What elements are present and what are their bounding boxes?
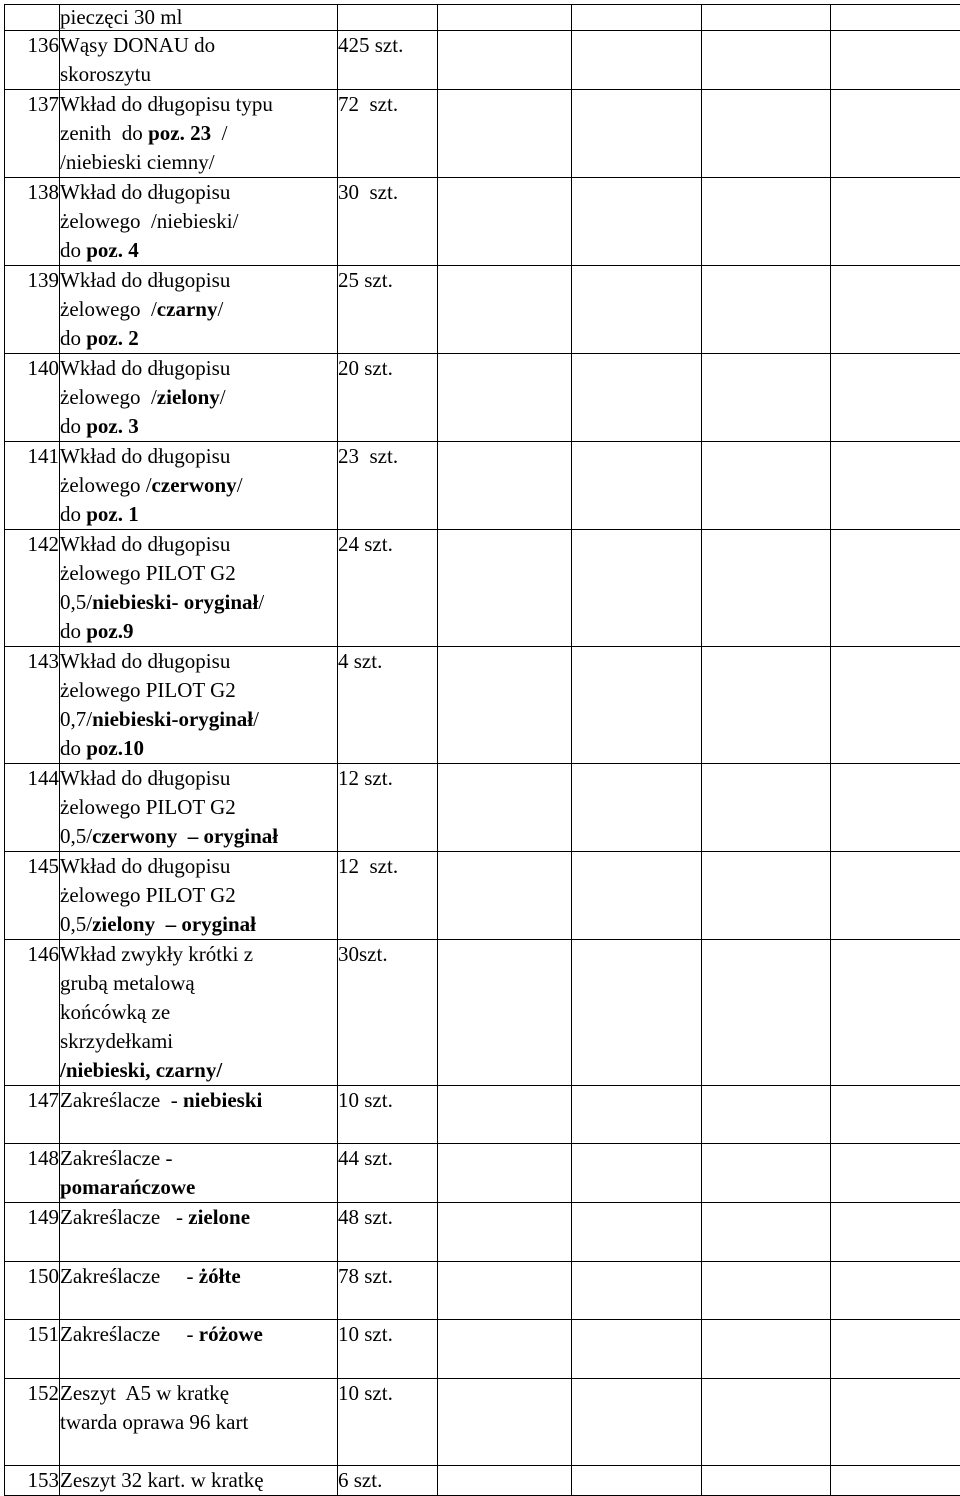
cell-quantity: 10 szt. <box>338 1379 438 1466</box>
cell-name <box>60 1466 338 1496</box>
name-segment: żelowego PILOT G2 <box>60 678 236 702</box>
cell-number: 146 <box>5 940 60 1086</box>
name-segment: Wkład do długopisu <box>60 444 230 468</box>
name-segment: / <box>217 297 223 321</box>
name-line <box>60 442 337 471</box>
name-segment: zielony <box>157 385 220 409</box>
cell-empty <box>438 31 572 90</box>
name-segment: żelowego /niebieski/ <box>60 209 238 233</box>
table-row <box>5 90 960 178</box>
name-segment: żelowego / <box>60 385 157 409</box>
cell-empty <box>702 647 831 764</box>
name-segment: 0,5/ <box>60 912 92 936</box>
cell-quantity: 24 szt. <box>338 530 438 647</box>
name-line <box>60 998 337 1027</box>
name-segment: Zakreślacze - <box>60 1322 199 1346</box>
name-segment: poz. 2 <box>86 326 139 350</box>
cell-number: 149 <box>5 1203 60 1262</box>
cell-empty <box>438 442 572 530</box>
cell-empty <box>438 1144 572 1203</box>
cell-name <box>60 940 338 1086</box>
cell-number: 143 <box>5 647 60 764</box>
cell-quantity: 30 szt. <box>338 178 438 266</box>
name-segment: do <box>60 414 86 438</box>
name-segment: Wkład do długopisu <box>60 356 230 380</box>
cell-empty <box>572 1320 702 1379</box>
table-row <box>5 442 960 530</box>
top-fragment-text: pieczęci 30 ml <box>60 5 337 30</box>
cell-number: 150 <box>5 1262 60 1320</box>
cell-empty <box>438 1466 572 1496</box>
cell-empty <box>831 530 960 647</box>
cell-quantity: 44 szt. <box>338 1144 438 1203</box>
name-line <box>60 31 337 60</box>
order-table <box>4 4 960 1496</box>
name-segment: Wkład do długopisu <box>60 854 230 878</box>
cell-empty <box>702 1203 831 1262</box>
name-segment: poz. 1 <box>86 502 139 526</box>
name-line <box>60 881 337 910</box>
cell-empty <box>831 90 960 178</box>
name-segment: różowe <box>199 1322 263 1346</box>
table-row <box>5 178 960 266</box>
cell-empty <box>702 1466 831 1496</box>
cell-empty <box>702 90 831 178</box>
table-row <box>5 1203 960 1262</box>
name-line <box>60 617 337 646</box>
cell-name <box>60 5 338 31</box>
name-segment: poz. 4 <box>86 238 139 262</box>
name-segment: Zakreślacze - <box>60 1205 188 1229</box>
name-segment: 0,5/ <box>60 824 92 848</box>
cell-empty <box>702 178 831 266</box>
name-line <box>60 647 337 676</box>
name-line <box>60 178 337 207</box>
name-segment: czerwony – oryginał <box>92 824 278 848</box>
cell-empty <box>572 940 702 1086</box>
cell-name <box>60 31 338 90</box>
table-row <box>5 266 960 354</box>
cell-name <box>60 1203 338 1262</box>
name-line <box>60 500 337 529</box>
name-line <box>60 530 337 559</box>
name-segment: / <box>220 385 226 409</box>
cell-quantity: 6 szt. <box>338 1466 438 1496</box>
table-row <box>5 1466 960 1496</box>
cell-name <box>60 442 338 530</box>
cell-empty <box>438 764 572 852</box>
name-segment: do <box>60 502 86 526</box>
cell-quantity: 20 szt. <box>338 354 438 442</box>
cell-empty <box>831 1086 960 1144</box>
name-line <box>60 354 337 383</box>
cell-name <box>60 530 338 647</box>
cell-empty <box>831 1262 960 1320</box>
name-line <box>60 734 337 763</box>
cell-empty <box>702 5 831 31</box>
cell-empty <box>572 90 702 178</box>
name-line <box>60 1086 337 1115</box>
table-row <box>5 31 960 90</box>
cell-empty <box>572 530 702 647</box>
name-segment: 0,5/ <box>60 590 92 614</box>
name-segment: żelowego / <box>60 297 157 321</box>
name-segment: skrzydełkami <box>60 1029 173 1053</box>
name-segment: Zakreślacze - <box>60 1264 199 1288</box>
cell-quantity: 425 szt. <box>338 31 438 90</box>
cell-quantity: 23 szt. <box>338 442 438 530</box>
name-line <box>60 1262 337 1291</box>
name-segment: / <box>258 590 264 614</box>
cell-quantity: 48 szt. <box>338 1203 438 1262</box>
name-segment: Wkład do długopisu <box>60 532 230 556</box>
name-segment: żelowego PILOT G2 <box>60 795 236 819</box>
cell-empty <box>572 1203 702 1262</box>
name-segment: żółte <box>199 1264 241 1288</box>
cell-empty <box>831 1203 960 1262</box>
name-line <box>60 1379 337 1408</box>
cell-empty <box>438 647 572 764</box>
name-segment: Zeszyt A5 w kratkę <box>60 1381 229 1405</box>
name-segment: poz. 23 <box>148 121 211 145</box>
cell-empty <box>702 852 831 940</box>
cell-quantity: 25 szt. <box>338 266 438 354</box>
cell-number: 139 <box>5 266 60 354</box>
name-line <box>60 383 337 412</box>
name-line <box>60 1056 337 1085</box>
name-segment: do <box>60 238 86 262</box>
name-segment: niebieski-oryginał <box>92 707 253 731</box>
table-row <box>5 1086 960 1144</box>
cell-empty <box>438 5 572 31</box>
cell-empty <box>831 266 960 354</box>
cell-name <box>60 647 338 764</box>
cell-empty <box>572 1144 702 1203</box>
name-line <box>60 1408 337 1437</box>
table-row-top-fragment <box>5 5 960 31</box>
cell-empty <box>572 1466 702 1496</box>
cell-empty <box>572 1086 702 1144</box>
name-segment: Wkład do długopisu typu <box>60 92 273 116</box>
name-segment: żelowego PILOT G2 <box>60 561 236 585</box>
name-line <box>60 1320 337 1349</box>
name-segment: poz.9 <box>86 619 133 643</box>
cell-empty <box>702 1320 831 1379</box>
name-line <box>60 1203 337 1232</box>
cell-empty <box>831 647 960 764</box>
name-line <box>60 119 337 148</box>
cell-number: 137 <box>5 90 60 178</box>
cell-quantity: 78 szt. <box>338 1262 438 1320</box>
cell-empty <box>831 1466 960 1496</box>
table-row <box>5 852 960 940</box>
cell-quantity: 30szt. <box>338 940 438 1086</box>
name-segment: żelowego / <box>60 473 152 497</box>
name-segment: /niebieski ciemny/ <box>60 150 215 174</box>
cell-empty <box>831 178 960 266</box>
cell-quantity: 4 szt. <box>338 647 438 764</box>
name-line <box>60 412 337 441</box>
cell-empty <box>702 1086 831 1144</box>
cell-empty <box>831 354 960 442</box>
cell-name <box>60 1144 338 1203</box>
cell-empty <box>702 442 831 530</box>
cell-name <box>60 764 338 852</box>
cell-name <box>60 354 338 442</box>
name-segment: twarda oprawa 96 kart <box>60 1410 248 1434</box>
cell-empty <box>438 1086 572 1144</box>
name-segment: Wkład zwykły krótki z <box>60 942 253 966</box>
cell-empty <box>572 31 702 90</box>
name-segment: Zakreślacze - <box>60 1146 173 1170</box>
cell-empty <box>702 1262 831 1320</box>
name-segment: Wkład do długopisu <box>60 180 230 204</box>
name-line <box>60 1144 337 1173</box>
name-segment: do <box>60 326 86 350</box>
cell-name <box>60 266 338 354</box>
name-line <box>60 1027 337 1056</box>
cell-name <box>60 1086 338 1144</box>
name-segment: grubą metalową <box>60 971 195 995</box>
name-line <box>60 90 337 119</box>
cell-empty <box>702 266 831 354</box>
name-segment: skoroszytu <box>60 62 151 86</box>
cell-empty <box>438 1379 572 1466</box>
cell-number: 140 <box>5 354 60 442</box>
cell-empty <box>572 266 702 354</box>
name-segment: zielony – oryginał <box>92 912 256 936</box>
cell-empty <box>702 530 831 647</box>
name-segment: niebieski <box>183 1088 262 1112</box>
name-line <box>60 236 337 265</box>
name-segment: poz. 3 <box>86 414 139 438</box>
cell-number <box>5 5 60 31</box>
cell-empty <box>438 1203 572 1262</box>
name-line <box>60 60 337 89</box>
name-line <box>60 910 337 939</box>
name-segment: Wkład do długopisu <box>60 649 230 673</box>
name-segment: Wąsy DONAU do <box>60 33 215 57</box>
cell-number: 144 <box>5 764 60 852</box>
name-line <box>60 559 337 588</box>
name-segment: 0,7/ <box>60 707 92 731</box>
cell-number: 141 <box>5 442 60 530</box>
table-row <box>5 354 960 442</box>
name-line <box>60 793 337 822</box>
cell-number: 152 <box>5 1379 60 1466</box>
cell-empty <box>438 354 572 442</box>
cell-empty <box>702 354 831 442</box>
name-segment: końcówką ze <box>60 1000 170 1024</box>
cell-name <box>60 1320 338 1379</box>
cell-empty <box>572 852 702 940</box>
order-table-body <box>5 5 960 1496</box>
name-line <box>60 148 337 177</box>
name-line <box>60 705 337 734</box>
cell-name <box>60 1262 338 1320</box>
name-line <box>60 324 337 353</box>
name-line <box>60 266 337 295</box>
cell-number: 148 <box>5 1144 60 1203</box>
cell-empty <box>438 266 572 354</box>
name-segment: pomarańczowe <box>60 1175 195 1199</box>
name-line <box>60 1466 337 1495</box>
name-line <box>60 764 337 793</box>
name-segment: niebieski- oryginał <box>92 590 258 614</box>
cell-empty <box>572 178 702 266</box>
cell-empty <box>831 5 960 31</box>
name-line <box>60 822 337 851</box>
cell-empty <box>572 764 702 852</box>
cell-empty <box>831 442 960 530</box>
cell-empty <box>702 1379 831 1466</box>
name-segment: poz.10 <box>86 736 144 760</box>
table-row <box>5 764 960 852</box>
name-line <box>60 676 337 705</box>
cell-empty <box>572 1262 702 1320</box>
name-segment: czerwony <box>152 473 237 497</box>
cell-empty <box>438 178 572 266</box>
cell-quantity <box>338 5 438 31</box>
name-segment: żelowego PILOT G2 <box>60 883 236 907</box>
name-segment: Zakreślacze - <box>60 1088 183 1112</box>
name-line <box>60 940 337 969</box>
name-segment: Zeszyt 32 kart. w kratkę <box>60 1468 264 1492</box>
name-segment: do <box>60 736 86 760</box>
cell-empty <box>572 442 702 530</box>
cell-empty <box>572 647 702 764</box>
table-row <box>5 1320 960 1379</box>
cell-number: 147 <box>5 1086 60 1144</box>
name-segment: zielone <box>188 1205 250 1229</box>
name-line <box>60 588 337 617</box>
table-row <box>5 1379 960 1466</box>
table-row <box>5 1144 960 1203</box>
table-row <box>5 940 960 1086</box>
cell-number: 145 <box>5 852 60 940</box>
cell-number: 142 <box>5 530 60 647</box>
name-line <box>60 1173 337 1202</box>
cell-empty <box>702 940 831 1086</box>
cell-empty <box>702 1144 831 1203</box>
cell-empty <box>831 852 960 940</box>
cell-empty <box>831 1144 960 1203</box>
name-segment: czarny <box>157 297 218 321</box>
name-segment: do <box>60 619 86 643</box>
cell-empty <box>572 1379 702 1466</box>
cell-empty <box>831 1320 960 1379</box>
cell-quantity: 12 szt. <box>338 764 438 852</box>
name-segment: / <box>211 121 227 145</box>
cell-quantity: 12 szt. <box>338 852 438 940</box>
cell-empty <box>438 940 572 1086</box>
cell-number: 151 <box>5 1320 60 1379</box>
cell-empty <box>438 852 572 940</box>
cell-empty <box>438 1320 572 1379</box>
name-line <box>60 969 337 998</box>
cell-number: 138 <box>5 178 60 266</box>
cell-empty <box>438 530 572 647</box>
cell-empty <box>702 31 831 90</box>
cell-name <box>60 852 338 940</box>
cell-name <box>60 90 338 178</box>
name-line <box>60 471 337 500</box>
cell-empty <box>831 940 960 1086</box>
table-row <box>5 647 960 764</box>
cell-quantity: 10 szt. <box>338 1320 438 1379</box>
cell-name <box>60 178 338 266</box>
table-row <box>5 1262 960 1320</box>
cell-empty <box>831 1379 960 1466</box>
cell-quantity: 10 szt. <box>338 1086 438 1144</box>
name-line <box>60 207 337 236</box>
cell-empty <box>572 5 702 31</box>
name-segment: / <box>253 707 259 731</box>
name-line <box>60 852 337 881</box>
name-line <box>60 295 337 324</box>
table-row <box>5 530 960 647</box>
cell-empty <box>438 1262 572 1320</box>
cell-name <box>60 1379 338 1466</box>
name-segment: /niebieski, czarny/ <box>60 1058 222 1082</box>
cell-number: 153 <box>5 1466 60 1496</box>
cell-empty <box>572 354 702 442</box>
name-segment: zenith do <box>60 121 148 145</box>
cell-empty <box>438 90 572 178</box>
name-segment: Wkład do długopisu <box>60 268 230 292</box>
cell-number: 136 <box>5 31 60 90</box>
cell-empty <box>831 764 960 852</box>
cell-quantity: 72 szt. <box>338 90 438 178</box>
cell-empty <box>702 764 831 852</box>
cell-empty <box>831 31 960 90</box>
name-segment: / <box>237 473 243 497</box>
name-segment: Wkład do długopisu <box>60 766 230 790</box>
